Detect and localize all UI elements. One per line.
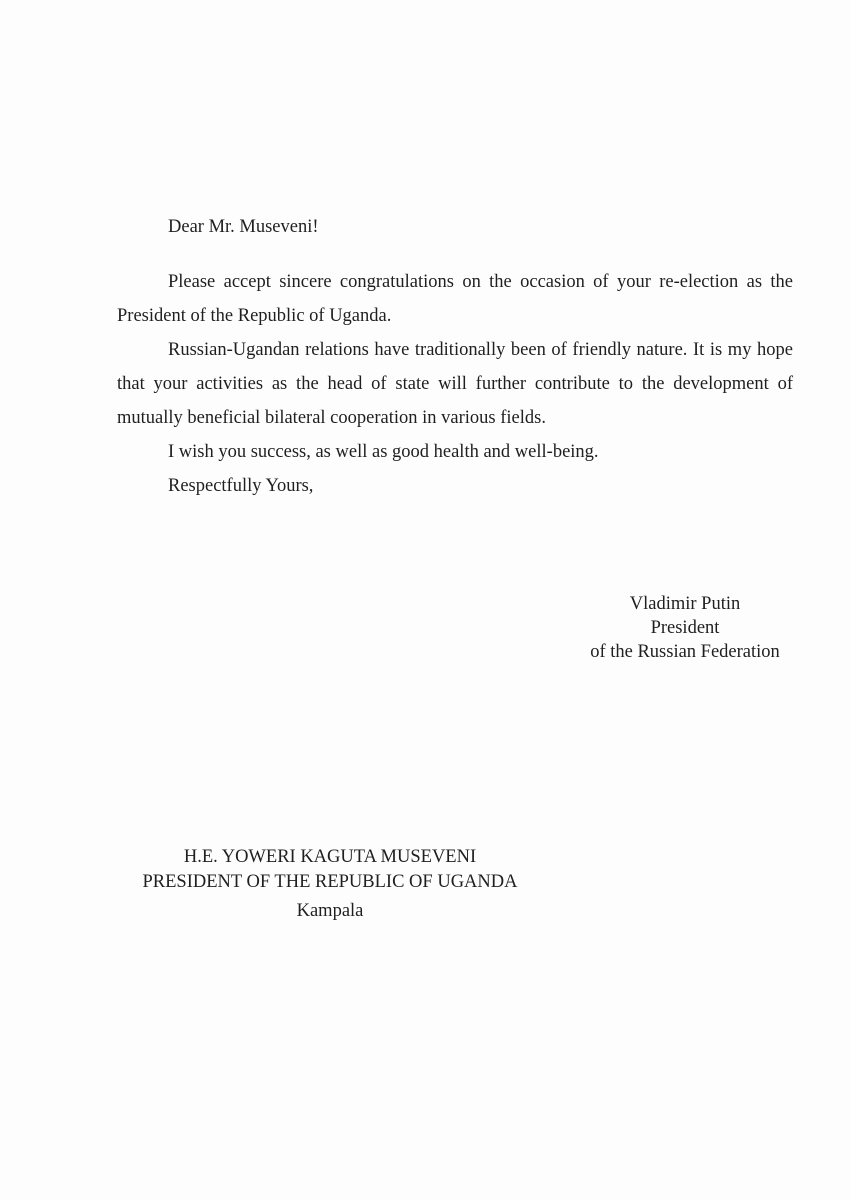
paragraph-wishes: I wish you success, as well as good health and well-being. [168, 442, 599, 462]
letter-salutation: Dear Mr. Museveni! [168, 217, 319, 237]
addressee-block [110, 845, 550, 924]
signature-name: Vladimir Putin [629, 594, 741, 614]
letter-body [117, 265, 793, 503]
signature-title: President [650, 618, 720, 638]
paragraph-congratulations: Please accept sincere congratulations on the occasion of your re-election as the President of the Republic of Uganda. [117, 272, 793, 326]
paragraph-closing: Respectfully Yours, [168, 476, 314, 496]
signature-block [570, 592, 800, 664]
addressee-name: H.E. YOWERI KAGUTA MUSEVENI [183, 847, 477, 867]
addressee-city: Kampala [296, 901, 364, 921]
paragraph-relations: Russian-Ugandan relations have traditionally been of friendly nature. It is my hope that your activities as the head of state will further contribute to the development of mutually beneficial bilateral cooperation in various fields. [117, 340, 793, 428]
addressee-title: PRESIDENT OF THE REPUBLIC OF UGANDA [142, 872, 518, 892]
signature-organization: of the Russian Federation [590, 642, 780, 662]
